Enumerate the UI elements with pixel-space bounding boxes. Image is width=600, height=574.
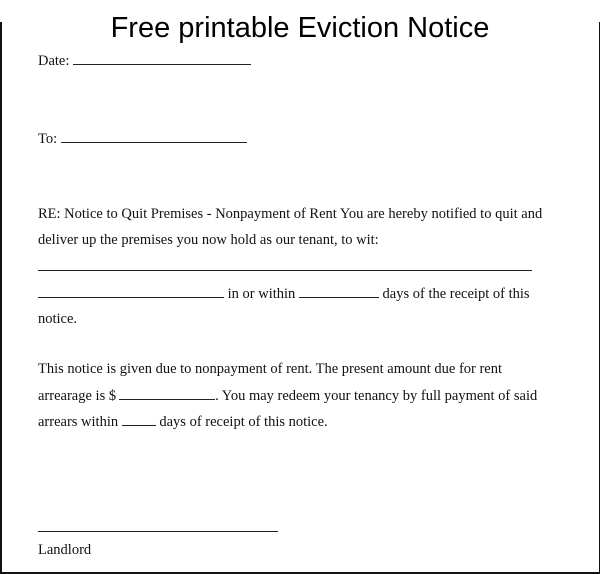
para2-line-1: This notice is given due to nonpayment of rent. The present amount due for rent — [38, 361, 503, 377]
notice-word: notice. — [38, 311, 78, 327]
days-receipt-text: days of the receipt of this — [382, 286, 530, 302]
para2-line-2 — [38, 387, 537, 405]
redeem-days-blank — [122, 413, 156, 426]
date-blank — [73, 52, 251, 65]
premises-blank-line — [38, 258, 532, 276]
days-of-receipt-text: days of receipt of this notice. — [159, 414, 328, 430]
re-line-1: RE: Notice to Quit Premises - Nonpayment of Rent You are hereby notified to quit and — [38, 206, 543, 222]
to-line — [38, 130, 247, 148]
days-blank — [299, 285, 379, 298]
signature-label: Landlord — [38, 542, 92, 558]
premises-blank-2 — [38, 285, 224, 298]
within-text: in or within — [227, 286, 296, 302]
signature-line — [38, 519, 278, 537]
date-line — [38, 52, 251, 70]
date-label: Date: — [38, 53, 70, 69]
page-title: Free printable Eviction Notice — [110, 12, 490, 44]
amount-blank — [119, 387, 215, 400]
para2-line-3 — [38, 413, 328, 431]
signature-blank — [38, 519, 278, 532]
arrears-within-text: arrears within — [38, 414, 119, 430]
to-label: To: — [38, 131, 58, 147]
to-blank — [61, 130, 247, 143]
re-line-2: deliver up the premises you now hold as our tenant, to wit: — [38, 232, 379, 248]
within-line — [38, 285, 530, 303]
arrearage-text: arrearage is $ — [38, 388, 117, 404]
premises-blank — [38, 258, 532, 271]
redeem-text: . You may redeem your tenancy by full payment of said — [215, 388, 538, 404]
